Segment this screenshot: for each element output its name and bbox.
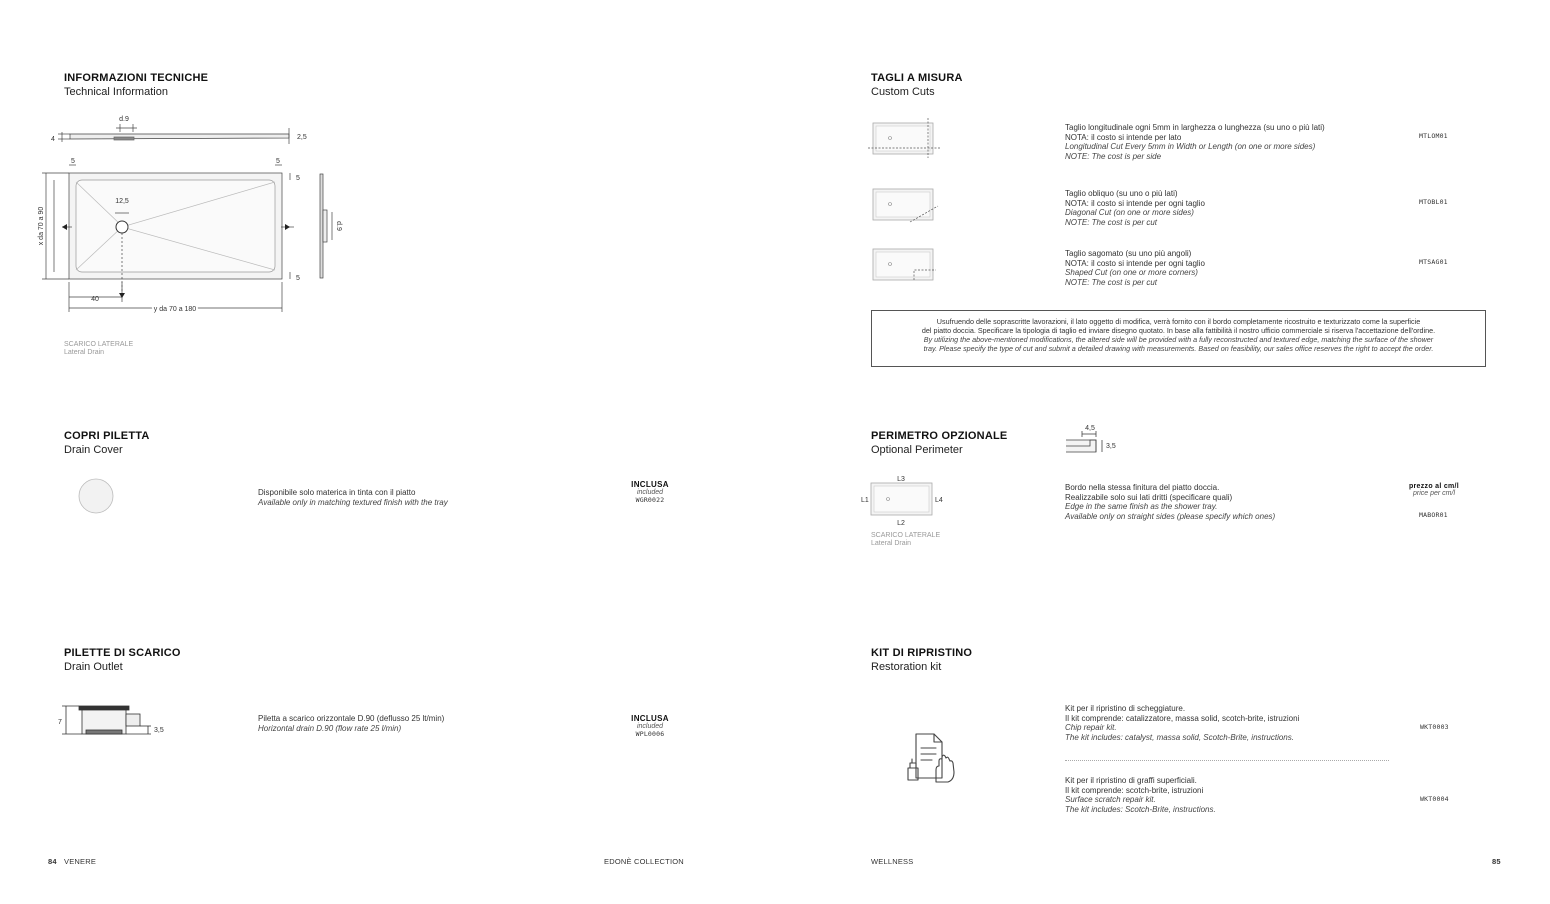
perimeter-desc-it-2: Realizzabile solo sui lati dritti (specificare quali) [1065,492,1233,502]
outlet-dim-h: 7 [58,719,62,726]
cut-note-en: NOTE: The cost is per side [1065,151,1162,161]
included-label-it: INCLUSA [631,480,669,489]
perimeter-caption-en: Lateral Drain [871,540,912,547]
perimeter-plan-drawing [855,472,950,528]
included-label-it: INCLUSA [631,714,669,723]
label-l4: L4 [935,497,943,504]
perimeter-dim-h: 3,5 [1106,443,1116,450]
kit-title-en: Restoration kit [871,661,942,673]
label-l3: L3 [897,476,905,483]
cut-desc-it: Taglio longitudinale ogni 5mm in larghezza o lunghezza (su uno o più lati) [1065,123,1325,132]
perimeter-desc-en-1: Edge in the same finish as the shower tray. [1065,502,1218,511]
drain-outlet-title-en: Drain Outlet [64,661,123,673]
technical-drawing [36,110,342,320]
dim-d9-vertical: d.9 [335,221,342,231]
kit-divider [1065,760,1389,761]
cut-note-it: NOTA: il costo si intende per lato [1065,132,1182,142]
footer-series: VENERE [64,857,97,866]
dim-margin-left: 5 [71,158,75,165]
perimeter-description [1065,483,1275,521]
perimeter-code: MABOR01 [1419,511,1448,519]
footer-section: WELLNESS [871,857,914,866]
product-code: WGR0022 [635,496,665,504]
perimeter-caption-it: SCARICO LATERALE [871,532,941,539]
tech-caption-en: Lateral Drain [64,349,105,356]
perimeter-desc-it-1: Bordo nella stessa finitura del piatto doccia. [1065,483,1220,492]
kit-desc-it-2: Il kit comprende: catalizzatore, massa solid, scotch-brite, istruzioni [1065,713,1300,723]
drain-outlet-desc-it: Piletta a scarico orizzontale D.90 (deflusso 25 lt/min) [258,714,445,723]
restoration-kit-icon [902,728,960,786]
longitudinal-cut-icon [866,116,944,160]
cut-desc-it: Taglio obliquo (su uno o più lati) [1065,189,1178,198]
perimeter-profile-drawing [1060,418,1124,458]
tech-title-en: Technical Information [64,86,168,98]
outlet-dim-s: 3,5 [154,727,164,734]
kit-title-it: KIT DI RIPRISTINO [871,647,973,659]
cut-desc-it: Taglio sagomato (su uno più angoli) [1065,249,1192,258]
dim-margin-top: 5 [296,175,300,182]
drain-cover-image [78,478,114,514]
drain-cover-desc-en: Available only in matching textured finish with the tray [258,498,448,507]
kit-desc-en-2: The kit includes: catalyst, massa solid, Scotch-Brite, instructions. [1065,732,1294,742]
dim-d9: d.9 [119,116,129,123]
dim-margin-right: 5 [276,158,280,165]
diagonal-cut-icon [866,182,944,226]
tech-caption-it: SCARICO LATERALE [64,341,134,348]
perimeter-title-en: Optional Perimeter [871,444,963,456]
shaped-cut-icon [866,242,944,286]
drain-outlet-included [620,714,680,738]
dim-x-range: x da 70 a 90 [38,206,45,246]
dim-margin-bottom: 5 [296,275,300,282]
included-label-en: included [636,489,664,496]
page-number-right: 85 [1492,857,1501,866]
dim-y-range: y da 70 a 180 [153,306,197,313]
custom-cuts-notice [871,310,1486,367]
kit-desc-it-2: Il kit comprende: scotch-brite, istruzioni [1065,785,1204,795]
kit-item-chip [1065,704,1299,742]
cut-item-shaped [1065,249,1205,287]
cut-note-it: NOTA: il costo si intende per ogni taglio [1065,198,1205,208]
cut-note-en: NOTE: The cost is per cut [1065,217,1158,227]
perimeter-desc-en-2: Available only on straight sides (please specify which ones) [1065,511,1276,521]
cut-desc-en: Longitudinal Cut Every 5mm in Width or Length (on one or more sides) [1065,142,1316,151]
kit-desc-it-1: Kit per il ripristino di scheggiature. [1065,704,1186,713]
cut-item-diagonal [1065,189,1205,227]
notice-line-it-2: del piatto doccia. Specificare la tipologia di taglio ed inviare disegno quotato. In base alla fattibilità il nostro ufficio commerciale si riserva l'accettazione dell'ordine. [921,326,1436,335]
notice-line-en-1: By utilizing the above-mentioned modifications, the altered side will be provided with a fully reconstructed and textured edge, matching the surface of the shower [923,335,1434,344]
custom-cuts-title-en: Custom Cuts [871,86,935,98]
dim-h25: 2,5 [297,134,307,141]
dim-125: 12,5 [115,198,129,205]
label-l1: L1 [861,497,869,504]
drain-outlet-desc-en: Horizontal drain D.90 (flow rate 25 l/min) [258,724,402,733]
label-l2: L2 [897,520,905,527]
dim-40: 40 [91,296,99,303]
kit-code-scratch: WKT0004 [1420,795,1449,803]
page-number-left: 84 [48,857,57,866]
cut-item-longitudinal [1065,123,1325,161]
kit-code-chip: WKT0003 [1420,723,1449,731]
tech-title-it: INFORMAZIONI TECNICHE [64,72,209,84]
notice-line-en-2: tray. Please specify the type of cut and submit a detailed drawing with measurements. Based on feasibility, our sales office reserves the right to accept the order. [923,344,1434,353]
custom-cuts-title-it: TAGLI A MISURA [871,72,963,84]
kit-desc-en-1: Chip repair kit. [1065,723,1117,732]
perimeter-dim-w: 4,5 [1085,425,1095,432]
cut-note-it: NOTA: il costo si intende per ogni taglio [1065,258,1205,268]
product-code: WPL0006 [635,730,665,738]
drain-cover-included [620,480,680,504]
cut-desc-en: Diagonal Cut (on one or more sides) [1065,208,1194,217]
perimeter-title-it: PERIMETRO OPZIONALE [871,430,1008,442]
kit-desc-it-1: Kit per il ripristino di graffi superficiali. [1065,776,1197,785]
kit-item-scratch [1065,776,1216,814]
drain-cover-title-it: COPRI PILETTA [64,430,150,442]
cut-code-longitudinal: MTLOM01 [1419,132,1448,140]
dim-h4: 4 [51,136,55,143]
kit-desc-en-1: Surface scratch repair kit. [1065,795,1156,804]
price-label-it: prezzo al cm/l [1408,483,1460,490]
drain-outlet-drawing [52,700,172,744]
included-label-en: included [636,723,664,730]
price-label-en: price per cm/l [1412,490,1455,497]
kit-desc-en-2: The kit includes: Scotch-Brite, instructions. [1065,804,1216,814]
drain-cover-title-en: Drain Cover [64,444,123,456]
notice-line-it-1: Usufruendo delle soprascritte lavorazioni, il lato oggetto di modifica, verrà fornito con il bordo completamente ricostruito e texturizzato come la superficie [936,317,1421,326]
cut-code-shaped: MTSAG01 [1419,258,1448,266]
cut-desc-en: Shaped Cut (on one or more corners) [1065,268,1198,277]
footer-collection: EDONÈ COLLECTION [604,857,684,866]
drain-cover-desc-it: Disponibile solo materica in tinta con il piatto [258,488,416,497]
cut-note-en: NOTE: The cost is per cut [1065,277,1158,287]
drain-outlet-title-it: PILETTE DI SCARICO [64,647,181,659]
perimeter-price [1400,483,1468,497]
cut-code-diagonal: MTOBL01 [1419,198,1448,206]
